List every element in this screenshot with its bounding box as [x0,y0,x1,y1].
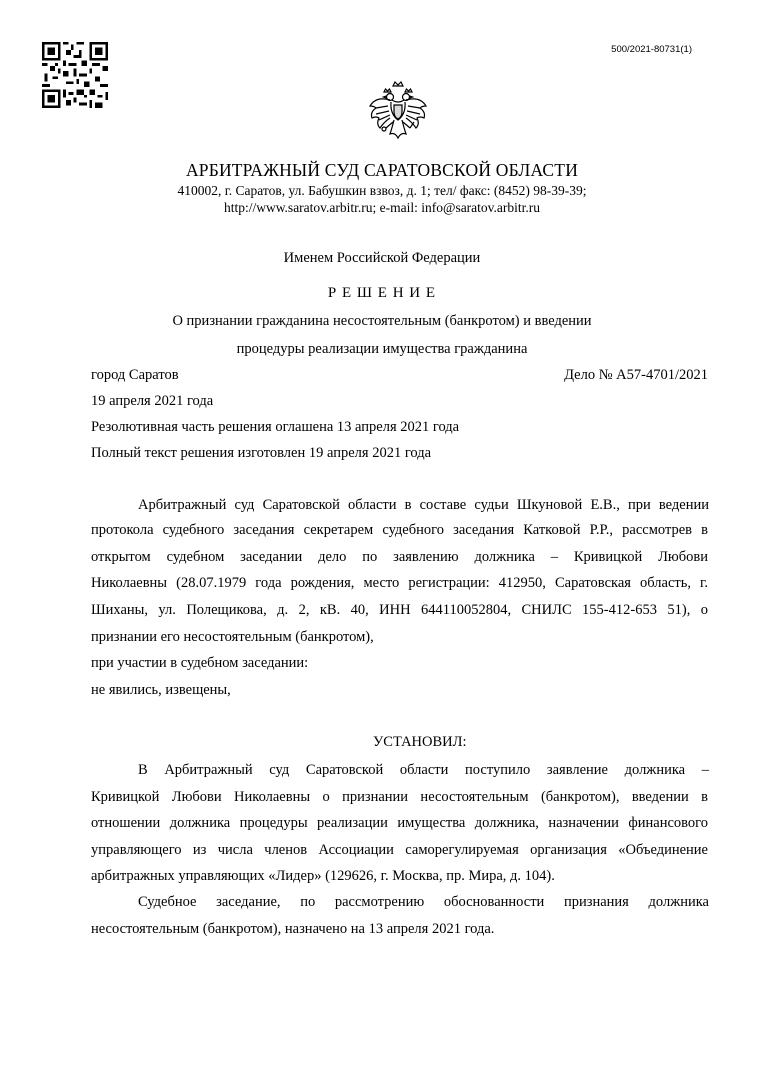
absent-line: не явились, извещены, [91,682,231,698]
qr-code-icon [42,42,108,108]
court-address: 410002, г. Саратов, ул. Бабушкин взвоз, д. 1; тел/ факс: (8452) 98-39-39; [177,183,587,198]
paragraph-1-line: Николаевны (28.07.1979 года рождения, место регистрации: 412950, Саратовская область, г. [91,575,708,591]
paragraph-1-line: протокола судебного заседания секретарем судебного заседания Катковой Р.Р., рассмотрев в [91,522,708,538]
russian-coat-of-arms-icon [364,80,432,148]
document-type: Р Е Ш Е Н И Е [327,285,437,301]
subject-line-2: процедуры реализации имущества гражданина [236,341,528,357]
paragraph-1-line: Арбитражный суд Саратовской области в составе судьи Шкуновой Е.В., при ведении [138,497,709,513]
paragraph-2-line: отношении должника процедуры реализации имущества должника, назначении финансового [91,815,708,831]
full-text-date: Полный текст решения изготовлен 19 апреля 2021 года [91,445,432,461]
paragraph-1-line: признании его несостоятельным (банкротом), [91,629,374,645]
paragraph-1-line: открытом судебном заседании дело по заявлению должника – Кривицкой Любови [91,549,708,565]
participation-line: при участии в судебном заседании: [91,655,309,671]
subject-line-1: О признании гражданина несостоятельным (банкротом) и введении [172,313,592,329]
operative-part-date: Резолютивная часть решения оглашена 13 апреля 2021 года [91,419,460,435]
paragraph-2-line: Кривицкой Любови Николаевны о признании несостоятельным (банкротом), введении в [91,789,708,805]
case-number: Дело № А57-4701/2021 [564,367,708,383]
paragraph-2-line: управляющего из числа членов Ассоциации саморегулируемая организация «Объединение [91,842,708,858]
preamble: Именем Российской Федерации [283,250,481,266]
paragraph-2-line: арбитражных управляющих «Лидер» (129626, г. Москва, пр. Мира, д. 104). [91,868,555,884]
paragraph-2-line: В Арбитражный суд Саратовской области поступило заявление должника – [138,762,709,778]
established-heading: УСТАНОВИЛ: [373,734,467,750]
paragraph-1-line: Шиханы, ул. Полещикова, д. 2, кВ. 40, ИНН 644110052804, СНИЛС 155-412-653 51), о [91,602,708,618]
paragraph-3-line: Судебное заседание, по рассмотрению обоснованности признания должника [138,894,709,910]
paragraph-3-line: несостоятельным (банкротом), назначено на 13 апреля 2021 года. [91,921,495,937]
document-number: 500/2021-80731(1) [611,44,692,55]
court-contacts: http://www.saratov.arbitr.ru; e-mail: info@saratov.arbitr.ru [223,200,541,215]
decision-date: 19 апреля 2021 года [91,393,214,409]
city: город Саратов [91,367,179,383]
court-name: АРБИТРАЖНЫЙ СУД САРАТОВСКОЙ ОБЛАСТИ [185,160,579,180]
